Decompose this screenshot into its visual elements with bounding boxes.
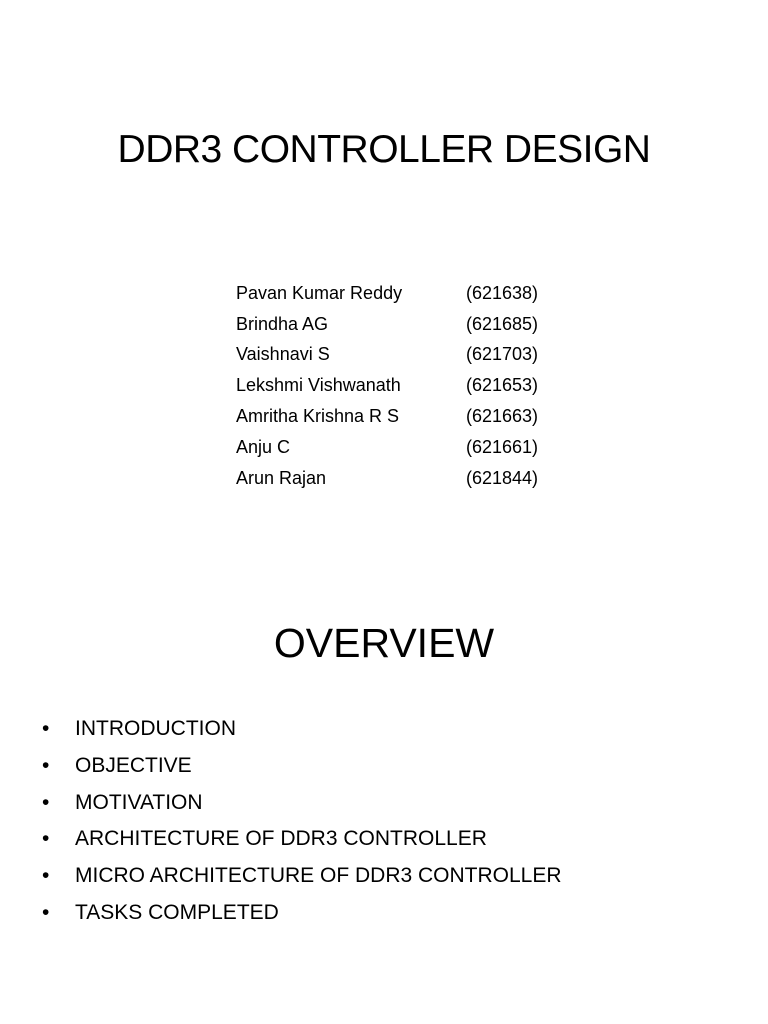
bullet-item [42,894,562,931]
member-name: Arun Rajan [236,467,327,488]
bullet-item [42,821,562,858]
overview-slide [0,576,768,1024]
member-id: (621653) [466,375,539,396]
bullet-item [42,784,562,821]
bullet-icon: • [42,864,50,888]
bullet-icon: • [42,754,50,778]
bullet-text: TASKS COMPLETED [75,900,279,924]
member-id: (621685) [466,313,539,334]
bullet-icon: • [42,790,50,814]
team-member-row [236,432,556,463]
member-name: Anju C [236,436,291,457]
member-id: (621661) [466,436,539,457]
bullet-icon: • [42,827,50,851]
team-member-row [236,278,556,309]
member-name: Brindha AG [236,313,329,334]
member-id: (621663) [466,406,539,427]
team-member-row [236,309,556,340]
member-name: Lekshmi Vishwanath [236,375,401,396]
bullet-icon: • [42,717,50,741]
team-member-list [236,278,556,494]
team-member-row [236,463,556,494]
bullet-text: MICRO ARCHITECTURE OF DDR3 CONTROLLER [75,864,562,888]
bullet-icon: • [42,900,50,924]
bullet-text: INTRODUCTION [75,717,236,741]
bullet-item [42,858,562,895]
presentation-title: DDR3 CONTROLLER DESIGN [117,128,651,171]
member-name: Vaishnavi S [236,344,330,365]
bullet-text: MOTIVATION [75,790,203,814]
overview-bullet-list [42,711,562,931]
bullet-item [42,711,562,748]
member-id: (621638) [466,282,539,303]
overview-title: OVERVIEW [273,620,495,666]
member-id: (621703) [466,344,539,365]
team-member-row [236,340,556,371]
team-member-row [236,370,556,401]
bullet-text: OBJECTIVE [75,754,192,778]
bullet-item [42,748,562,785]
team-member-row [236,401,556,432]
member-name: Pavan Kumar Reddy [236,282,403,303]
member-name: Amritha Krishna R S [236,406,400,427]
bullet-text: ARCHITECTURE OF DDR3 CONTROLLER [75,827,487,851]
member-id: (621844) [466,467,539,488]
